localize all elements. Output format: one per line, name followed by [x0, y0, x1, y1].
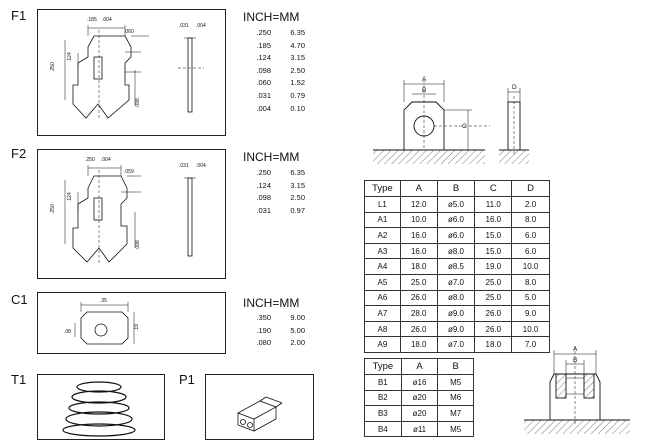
conversion-row [243, 325, 305, 338]
inch-value: .098 [256, 65, 271, 75]
table-row [365, 406, 474, 422]
f1-terminal-drawing [38, 10, 225, 135]
table-row [365, 274, 550, 290]
mm-value: 3.15 [290, 53, 305, 63]
section-label-c1: C1 [11, 292, 28, 307]
inch-value: .185 [256, 40, 271, 50]
f1-dim-slot: .098 [135, 98, 141, 108]
table-cell: 18.0 [400, 259, 437, 275]
table-cell: ø11 [401, 421, 438, 437]
f2-terminal-drawing [38, 150, 225, 278]
table-cell: A6 [365, 290, 401, 306]
table-cell: A1 [365, 212, 401, 228]
table-cell: M5 [438, 421, 474, 437]
table-cell: ø8.0 [437, 243, 475, 259]
table-row [365, 290, 550, 306]
conversion-row [243, 103, 305, 116]
f1-side-dim-thin: .004 [196, 23, 206, 29]
f1-dim-thick1: .004 [102, 17, 112, 23]
c1-dim-width: .08 [64, 329, 71, 335]
table-cell: B4 [365, 421, 402, 437]
conversion-row [243, 77, 305, 90]
nut-spec-table [364, 358, 474, 437]
c1-dim-height: .19 [134, 324, 140, 331]
conversion-row [243, 90, 305, 103]
f1-conversion-list [243, 27, 305, 115]
conversion-row [243, 337, 305, 350]
table-cell: ø8.5 [437, 259, 475, 275]
t1-drawing-panel [37, 374, 165, 440]
conversion-row [243, 192, 305, 205]
f2-side-dim-thin: .004 [196, 163, 206, 169]
f1-side-dim-thick: .031 [179, 23, 189, 29]
table-cell: A2 [365, 228, 401, 244]
table-cell: 19.0 [475, 259, 512, 275]
table-cell: B3 [365, 406, 402, 422]
table-cell: B1 [365, 375, 402, 391]
table-cell: 5.0 [512, 290, 550, 306]
lug-spec-table [364, 180, 550, 353]
lug-dim-a: A [422, 76, 427, 83]
inch-value: .080 [256, 338, 271, 348]
table-cell: 26.0 [475, 306, 512, 322]
table-cell: 15.0 [475, 243, 512, 259]
table-cell: A5 [365, 274, 401, 290]
mm-value: 1.52 [290, 78, 305, 88]
t1-spring-drawing [38, 375, 164, 439]
table-row [365, 197, 550, 213]
conversion-row [243, 65, 305, 78]
table-header-cell: A [400, 181, 437, 197]
table-cell: ø6.0 [437, 228, 475, 244]
table-cell: 11.0 [475, 197, 512, 213]
table-cell: 16.0 [400, 243, 437, 259]
table-row [365, 212, 550, 228]
table-header-cell: C [475, 181, 512, 197]
mm-value: 9.00 [290, 313, 305, 322]
mm-value: 0.79 [290, 90, 305, 100]
table-cell: L1 [365, 197, 401, 213]
conversion-row [243, 312, 305, 325]
f1-dim-hole: .124 [67, 52, 73, 62]
table-cell: 7.0 [512, 337, 550, 353]
table-cell: 6.0 [512, 243, 550, 259]
inch-value: .350 [256, 313, 271, 322]
table-cell: ø16 [401, 375, 438, 391]
table-cell: 16.0 [475, 212, 512, 228]
table-cell: ø20 [401, 406, 438, 422]
mm-value: 0.97 [290, 205, 305, 215]
mm-value: 2.50 [290, 193, 305, 203]
conversion-row [243, 167, 305, 180]
f1-dim-height: .250 [50, 62, 56, 72]
mm-value: 6.35 [290, 168, 305, 177]
mm-value: 6.35 [290, 28, 305, 37]
f1-drawing-panel [37, 9, 226, 136]
table-row [365, 390, 474, 406]
inch-value: .098 [256, 193, 271, 203]
table-cell: 26.0 [475, 321, 512, 337]
f2-dim-hole: .124 [67, 192, 73, 202]
table-cell: 25.0 [475, 274, 512, 290]
mm-value: 4.70 [290, 40, 305, 50]
mm-value: 2.50 [290, 65, 305, 75]
f2-drawing-panel [37, 149, 226, 279]
table-cell: 18.0 [400, 337, 437, 353]
c1-conversion-list [243, 312, 305, 350]
nut-dim-a: A [573, 346, 578, 353]
p1-drawing-panel [205, 374, 314, 440]
table-cell: ø7.0 [437, 274, 475, 290]
table-cell: 2.0 [512, 197, 550, 213]
table-cell: A9 [365, 337, 401, 353]
conversion-row [243, 27, 305, 40]
table-cell: A4 [365, 259, 401, 275]
f2-dim-thick1: .004 [101, 157, 111, 163]
table-cell: A7 [365, 306, 401, 322]
table-cell: 12.0 [400, 197, 437, 213]
f2-side-dim-thick: .031 [179, 163, 189, 169]
table-cell: 15.0 [475, 228, 512, 244]
table-header-cell: Type [365, 181, 401, 197]
table-cell: ø9.0 [437, 321, 475, 337]
mm-value: 0.10 [290, 103, 305, 113]
conversion-row [243, 52, 305, 65]
table-header-cell: D [512, 181, 550, 197]
table-cell: 25.0 [475, 290, 512, 306]
c1-conversion-title: INCH=MM [243, 296, 300, 310]
c1-dim-length: .35 [100, 298, 107, 304]
table-cell: 26.0 [400, 321, 437, 337]
lug-dim-c: C [462, 123, 467, 130]
table-header-cell: B [438, 359, 474, 375]
inch-value: .124 [256, 180, 271, 190]
mm-value: 3.15 [290, 180, 305, 190]
table-cell: 18.0 [475, 337, 512, 353]
table-cell: 26.0 [400, 290, 437, 306]
table-header-cell: A [401, 359, 438, 375]
f1-conversion-title: INCH=MM [243, 10, 300, 24]
table-row [365, 421, 474, 437]
table-cell: ø7.0 [437, 337, 475, 353]
table-row [365, 306, 550, 322]
table-row [365, 321, 550, 337]
table-cell: 28.0 [400, 306, 437, 322]
inch-value: .124 [256, 53, 271, 63]
inch-value: .060 [256, 78, 271, 88]
section-label-t1: T1 [11, 372, 27, 387]
nut-dim-b: B [573, 357, 578, 364]
table-cell: B2 [365, 390, 402, 406]
table-cell: ø5.0 [437, 197, 475, 213]
p1-connector-drawing [206, 375, 313, 439]
table-row [365, 259, 550, 275]
inch-value: .031 [256, 90, 271, 100]
f2-dim-height: .250 [50, 204, 56, 214]
table-cell: M6 [438, 390, 474, 406]
lug-dimension-drawing [372, 70, 537, 170]
table-row [365, 228, 550, 244]
table-cell: A8 [365, 321, 401, 337]
f2-conversion-list [243, 167, 305, 217]
f2-dim-slot: .098 [135, 240, 141, 250]
lug-dim-b: B [422, 87, 427, 94]
table-row [365, 243, 550, 259]
section-label-f1: F1 [11, 8, 27, 23]
table-header-row [365, 359, 474, 375]
table-cell: 16.0 [400, 228, 437, 244]
conversion-row [243, 180, 305, 193]
table-header-cell: B [437, 181, 475, 197]
inch-value: .004 [256, 103, 271, 113]
inch-value: .190 [256, 325, 271, 335]
table-cell: 8.0 [512, 274, 550, 290]
table-cell: 10.0 [400, 212, 437, 228]
section-label-f2: F2 [11, 146, 27, 161]
table-cell: ø9.0 [437, 306, 475, 322]
table-cell: ø8.0 [437, 290, 475, 306]
table-cell: M7 [438, 406, 474, 422]
f1-dim-tab: .060 [124, 29, 134, 35]
inch-value: .031 [256, 205, 271, 215]
table-cell: ø20 [401, 390, 438, 406]
table-cell: 10.0 [512, 259, 550, 275]
f2-conversion-title: INCH=MM [243, 150, 300, 164]
c1-connector-drawing [38, 293, 225, 353]
mm-value: 2.00 [290, 338, 305, 348]
section-label-p1: P1 [179, 372, 195, 387]
table-row [365, 375, 474, 391]
table-cell: 8.0 [512, 212, 550, 228]
table-cell: 9.0 [512, 306, 550, 322]
table-cell: A3 [365, 243, 401, 259]
table-cell: 6.0 [512, 228, 550, 244]
f2-dim-width1: .250 [85, 157, 95, 163]
table-cell: 25.0 [400, 274, 437, 290]
table-cell: 10.0 [512, 321, 550, 337]
conversion-row [243, 205, 305, 218]
lug-dim-d: D [512, 84, 517, 91]
conversion-row [243, 40, 305, 53]
table-header-row [365, 181, 550, 197]
mm-value: 5.00 [290, 325, 305, 335]
table-header-cell: Type [365, 359, 402, 375]
f1-dim-width1: .185 [87, 17, 97, 23]
f2-dim-tab: .059 [124, 169, 134, 175]
c1-drawing-panel [37, 292, 226, 354]
table-cell: ø6.0 [437, 212, 475, 228]
inch-value: .250 [256, 28, 271, 37]
nut-dimension-drawing [520, 342, 635, 438]
inch-value: .250 [256, 168, 271, 177]
table-cell: M5 [438, 375, 474, 391]
